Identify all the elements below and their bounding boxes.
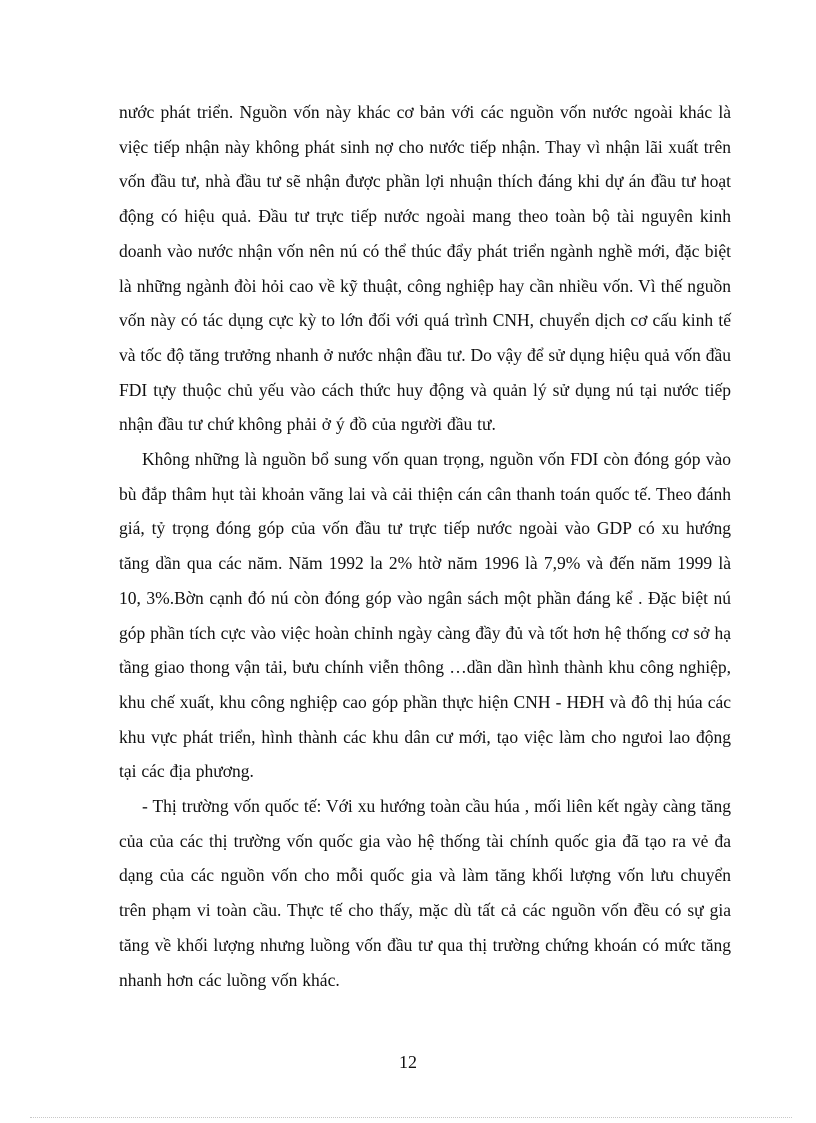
bottom-divider — [30, 1117, 792, 1118]
page-number: 12 — [399, 1052, 417, 1072]
paragraph-fdi-benefits: nước phát triển. Nguồn vốn này khác cơ bản với các nguồn vốn nước ngoài khác là việc tiếp nhận này không phát sinh nợ cho nước tiếp nhận. Thay vì nhận lãi xuất trên vốn đầu tư, nhà đầu tư sẽ nhận được phần lợi nhuận thích đáng khi dự án đầu tư hoạt động có hiệu quả. Đầu tư trực tiếp nước ngoài mang theo toàn bộ tài nguyên kinh doanh vào nước nhận vốn nên nú có thể thúc đẩy phát triển ngành nghề mới, đặc biệt là những ngành đòi hỏi cao về kỹ thuật, công nghiệp hay cần nhiều vốn. Vì thế nguồn vốn này có tác dụng cực kỳ to lớn đối với quá trình CNH, chuyển dịch cơ cấu kinh tế và tốc độ tăng trưởng nhanh ở nước nhận đầu tư. Do vậy để sử dụng hiệu quả vốn đầu FDI tựy thuộc chủ yếu vào cách thức huy động và quản lý sử dụng nú tại nước tiếp nhận đầu tư chứ không phải ở ý đồ của người đầu tư. — [119, 102, 731, 435]
paragraph-international-capital-market: - Thị trường vốn quốc tế: Với xu hướng toàn cầu húa , mối liên kết ngày càng tăng của của các thị trường vốn quốc gia vào hệ thống tài chính quốc gia đã tạo ra vẻ đa dạng của các nguồn vốn cho mỗi quốc gia và làm tăng khối lượng vốn lưu chuyển trên phạm vi toàn cầu. Thực tế cho thấy, mặc dù tất cả các nguồn vốn đều có sự gia tăng về khối lượng nhưng luồng vốn đầu tư qua thị trường chứng khoán có mức tăng nhanh hơn các luồng vốn khác. — [119, 796, 731, 990]
paragraph-fdi-contribution: Không những là nguồn bổ sung vốn quan trọng, nguồn vốn FDI còn đóng góp vào bù đắp thâm hụt tài khoản vãng lai và cải thiện cán cân thanh toán quốc tế. Theo đánh giá, tỷ trọng đóng góp của vốn đầu tư trực tiếp nước ngoài vào GDP có xu hướng tăng dần qua các năm. Năm 1992 la 2% htờ năm 1996 là 7,9% và đến năm 1999 là 10, 3%.Bờn cạnh đó nú còn đóng góp vào ngân sách một phần đáng kể . Đặc biệt nú góp phần tích cực vào việc hoàn chỉnh ngày càng đầy đủ và tốt hơn hệ thống cơ sở hạ tầng giao thong vận tải, bưu chính viễn thông …dần dần hình thành khu công nghiệp, khu chế xuất, khu công nghiệp cao góp phần thực hiện CNH - HĐH và đô thị húa các khu vực phát triển, hình thành các khu dân cư mới, tạo việc làm cho ngưoi lao động tại các địa phương. — [119, 449, 731, 782]
body-text — [119, 95, 731, 997]
